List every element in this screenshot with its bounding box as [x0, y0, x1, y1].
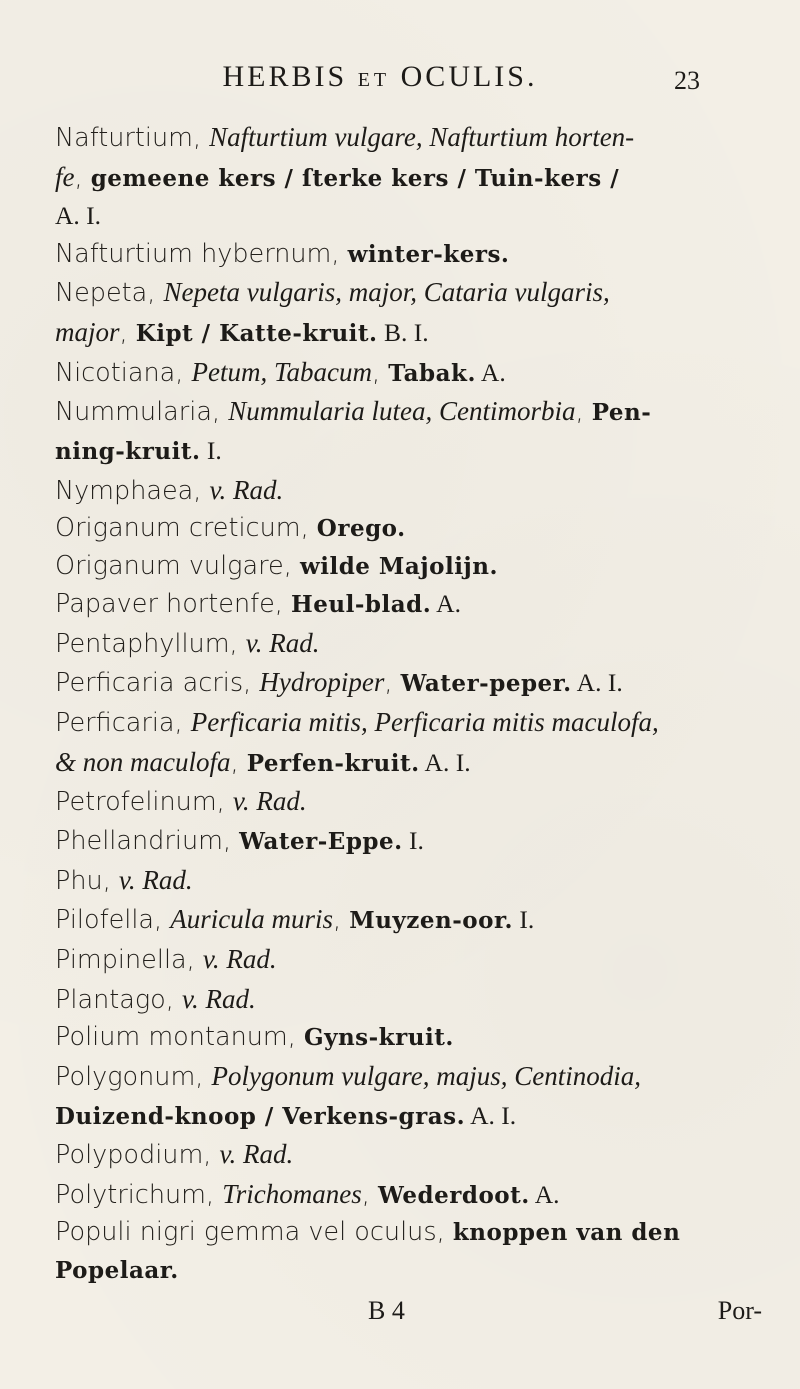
usage-mark: A. I.: [419, 747, 471, 777]
latin-name: Nafturtium,: [55, 123, 210, 153]
latin-name: Pentaphyllum,: [55, 628, 246, 659]
usage-mark: A. I.: [55, 201, 102, 231]
entry-line: [55, 432, 745, 470]
latin-name: Origanum vulgare,: [55, 550, 300, 581]
entry-15: [55, 900, 745, 940]
entry-line: [55, 663, 745, 703]
dutch-name: Wederdoot.: [377, 1181, 530, 1209]
dutch-name: Water-Eppe.: [239, 828, 403, 856]
entry-line: [55, 624, 745, 664]
dutch-name: ning-kruit.: [55, 438, 201, 466]
entry-line: [55, 548, 745, 585]
latin-synonym: v. Rad.: [118, 864, 193, 895]
entry-line: [55, 471, 745, 511]
latin-name: Origanum creticum,: [55, 513, 317, 544]
dutch-name: Water-peper.: [400, 670, 572, 698]
dutch-name: Heul-blad.: [291, 591, 432, 619]
latin-synonym: v. Rad.: [219, 1139, 294, 1170]
dutch-name: Tabak.: [388, 359, 476, 387]
running-head-et: ET: [357, 69, 391, 91]
latin-synonym: fe: [55, 161, 75, 192]
entry-line: [55, 510, 745, 547]
dutch-name: Muyzen-oor.: [349, 907, 513, 935]
entry-line: [55, 585, 745, 623]
latin-synonym: Trichomanes: [222, 1178, 362, 1209]
latin-name: Nymphaea,: [55, 475, 210, 506]
usage-mark: I.: [402, 826, 424, 856]
latin-name: ,: [575, 397, 592, 428]
dutch-name: knoppen van den: [452, 1219, 681, 1247]
entry-18: [55, 1019, 745, 1056]
entry-0: [55, 118, 745, 236]
entry-13: [55, 822, 745, 860]
latin-name: ,: [384, 668, 401, 699]
entry-line: [55, 158, 745, 198]
entry-line: [55, 980, 745, 1020]
latin-synonym: Polygonum vulgare, majus, Centinodia,: [211, 1060, 641, 1091]
latin-name: Nepeta,: [55, 278, 164, 309]
entry-line: [55, 392, 745, 432]
entry-line: [55, 743, 745, 783]
latin-synonym: v. Rad.: [209, 474, 284, 505]
dutch-name: gemeene kers / ſterke kers / Tuin-kers /: [90, 164, 620, 192]
latin-name: Pilofella,: [55, 905, 171, 936]
dutch-name: Gyns-kruit.: [303, 1024, 454, 1052]
entry-7: [55, 548, 745, 585]
latin-name: Perficaria,: [55, 708, 191, 739]
entry-14: [55, 861, 745, 901]
latin-name: Phellandrium,: [55, 826, 240, 857]
latin-synonym: & non maculofa: [55, 746, 231, 777]
entry-line: [55, 900, 745, 940]
usage-mark: A. I.: [571, 668, 623, 698]
entry-2: [55, 273, 745, 352]
dutch-name: wilde Majolijn.: [299, 552, 498, 580]
entry-16: [55, 940, 745, 980]
dutch-name: Perfen-kruit.: [246, 749, 420, 777]
latin-name: Plantago,: [55, 984, 182, 1015]
latin-name: Petrofelinum,: [55, 787, 233, 818]
entry-12: [55, 782, 745, 822]
dutch-name: Orego.: [316, 515, 406, 543]
entry-10: [55, 663, 745, 703]
entry-line: [55, 273, 745, 313]
running-head-part1: HERBIS: [222, 60, 348, 93]
latin-name: ,: [230, 747, 247, 778]
latin-synonym: Auricula muris: [170, 904, 334, 935]
latin-name: ,: [74, 162, 91, 193]
dutch-name: Kipt / Katte-kruit.: [135, 320, 378, 348]
latin-name: Populi nigri gemma vel oculus,: [55, 1217, 453, 1248]
latin-synonym: Nafturtium vulgare, Nafturtium horten-: [209, 122, 635, 152]
entry-11: [55, 703, 745, 782]
latin-synonym: Perficaria mitis, Perficaria mitis maculofa,: [190, 707, 659, 738]
usage-mark: I.: [512, 905, 535, 935]
latin-name: Polygonum,: [55, 1061, 212, 1092]
latin-name: Phu,: [55, 865, 119, 896]
running-head-part2: OCULIS.: [400, 60, 538, 93]
entry-6: [55, 510, 745, 547]
latin-synonym: v. Rad.: [232, 786, 307, 817]
entry-line: [55, 1214, 745, 1251]
catchword: Por-: [717, 1296, 762, 1325]
page-number: 23: [674, 66, 700, 95]
latin-name: Nafturtium hybernum,: [55, 238, 348, 269]
latin-name: Polium montanum,: [55, 1022, 304, 1053]
entry-line: [55, 1097, 745, 1135]
entry-line: [55, 313, 745, 353]
usage-mark: A.: [529, 1179, 560, 1209]
latin-name: Nicotiana,: [55, 357, 192, 388]
entry-22: [55, 1214, 745, 1289]
latin-name: ,: [333, 905, 350, 936]
usage-mark: A. I.: [465, 1100, 517, 1130]
usage-mark: A.: [431, 589, 461, 619]
entry-19: [55, 1057, 745, 1135]
entry-21: [55, 1175, 745, 1215]
entry-9: [55, 624, 745, 664]
latin-synonym: v. Rad.: [245, 627, 320, 658]
latin-name: ,: [119, 318, 136, 349]
latin-synonym: v. Rad.: [202, 944, 277, 975]
entry-line: [55, 703, 745, 743]
dutch-name: winter-kers.: [347, 240, 510, 268]
latin-name: Pimpinella,: [55, 945, 203, 976]
entry-5: [55, 471, 745, 511]
dutch-name: Popelaar.: [55, 1256, 179, 1284]
dutch-name: Pen-: [591, 399, 652, 427]
latin-synonym: v. Rad.: [182, 983, 256, 1014]
latin-synonym: Nepeta vulgaris, major, Cataria vulgaris,: [163, 277, 610, 308]
entry-4: [55, 392, 745, 470]
entry-8: [55, 585, 745, 623]
signature-mark: B 4: [368, 1296, 405, 1325]
entry-1: [55, 236, 745, 273]
dutch-name: Duizend-knoop / Verkens-gras.: [55, 1102, 466, 1130]
entry-3: [55, 353, 745, 393]
entry-line: [55, 861, 745, 901]
latin-synonym: major: [55, 317, 120, 348]
latin-name: Nummularia,: [55, 397, 229, 428]
entry-line: [55, 236, 745, 273]
entry-line: [55, 197, 745, 235]
running-head: [110, 60, 650, 94]
latin-name: Papaver hortenfe,: [55, 589, 292, 620]
entry-list: [55, 118, 745, 1289]
entry-line: [55, 1252, 745, 1289]
entry-line: [55, 782, 745, 822]
entry-line: [55, 118, 745, 158]
entry-line: [55, 353, 745, 393]
entry-line: [55, 1019, 745, 1056]
entry-17: [55, 980, 745, 1020]
usage-mark: A.: [475, 357, 506, 387]
usage-mark: B. I.: [377, 318, 429, 348]
entry-line: [55, 940, 745, 980]
latin-name: Polypodium,: [55, 1140, 220, 1171]
latin-name: Perficaria acris,: [55, 668, 260, 699]
usage-mark: I.: [200, 436, 222, 466]
entry-line: [55, 1175, 745, 1215]
latin-name: ,: [372, 357, 389, 388]
entry-line: [55, 822, 745, 860]
latin-synonym: Hydropiper: [259, 667, 385, 698]
latin-name: Polytrichum,: [55, 1179, 223, 1210]
latin-synonym: Nummularia lutea, Centimorbia: [228, 396, 576, 427]
latin-name: ,: [361, 1179, 378, 1210]
entry-20: [55, 1135, 745, 1175]
page-footer: [0, 1296, 800, 1336]
latin-synonym: Petum, Tabacum: [191, 356, 372, 387]
entry-line: [55, 1057, 745, 1097]
entry-line: [55, 1135, 745, 1175]
